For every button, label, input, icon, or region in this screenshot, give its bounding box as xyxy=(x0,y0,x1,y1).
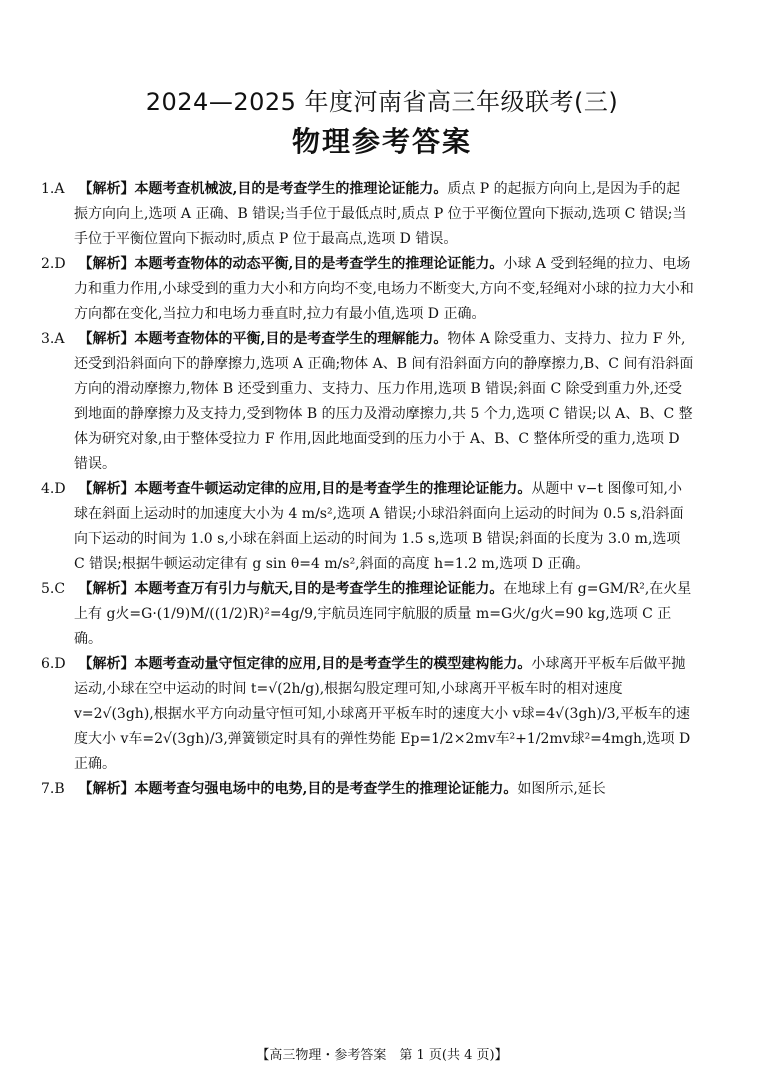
answer-lead: 本题考查牛顿运动定律的应用,目的是考查学生的推理论证能力。 xyxy=(134,481,532,497)
document-title: 2024—2025 年度河南省高三年级联考(三) xyxy=(145,88,619,116)
answer-number: 4.D xyxy=(41,481,66,497)
answer-body: 如图所示,延长 xyxy=(517,781,606,797)
answer-lead: 本题考查万有引力与航天,目的是考查学生的推理论证能力。 xyxy=(134,581,504,597)
answer-number: 7.B xyxy=(41,781,65,797)
answer-item xyxy=(41,177,694,252)
answer-item xyxy=(41,577,694,652)
answer-lead: 本题考查物体的动态平衡,目的是考查学生的推理论证能力。 xyxy=(134,256,504,272)
answer-number: 1.A xyxy=(41,181,65,197)
answer-item xyxy=(41,327,694,477)
analysis-tag: 【解析】 xyxy=(78,331,135,347)
answer-item xyxy=(41,252,694,327)
document-subtitle: 物理参考答案 xyxy=(291,125,472,158)
analysis-tag: 【解析】 xyxy=(78,656,135,672)
answer-number: 3.A xyxy=(41,331,65,347)
answer-lead: 本题考查动量守恒定律的应用,目的是考查学生的模型建构能力。 xyxy=(134,656,532,672)
answer-item xyxy=(41,477,694,577)
answer-body: 物体 A 除受重力、支持力、拉力 F 外,还受到沿斜面向下的静摩擦力,选项 A 正确;物体 A、B 间有沿斜面方向的静摩擦力,B、C 间有沿斜面方向的滑动摩擦力,物体 B 还受到重力、支持力、压力作用,选项 B 错误;斜面 C 除受到重力外,还受到地面的静摩擦力及支持力,受到物体 B 的压力及滑动摩擦力,共 5 个力,选项 C 错误;以 A、B、C 整体为研究对象,由于整体受拉力 F 作用,因此地面受到的压力小于 A、B、C 整体所受的重力,选项 D 错误。 xyxy=(74,331,694,472)
analysis-tag: 【解析】 xyxy=(78,581,135,597)
answer-item xyxy=(41,652,694,777)
answer-item xyxy=(41,777,694,802)
answer-body: 小球 A 受到轻绳的拉力、电场力和重力作用,小球受到的重力大小和方向均不变,电场力不断变大,方向不变,轻绳对小球的拉力大小和方向都在变化,当拉力和电场力垂直时,拉力有最小值,选项 D 正确。 xyxy=(74,256,694,322)
analysis-tag: 【解析】 xyxy=(78,481,135,497)
answer-number: 2.D xyxy=(41,256,66,272)
analysis-tag: 【解析】 xyxy=(78,181,135,197)
analysis-tag: 【解析】 xyxy=(78,256,135,272)
answer-lead: 本题考查机械波,目的是考查学生的推理论证能力。 xyxy=(134,181,448,197)
analysis-tag: 【解析】 xyxy=(78,781,135,797)
answer-body: 在地球上有 g=GM/R²,在火星上有 g火=G·(1/9)M/((1/2)R)²=4g/9,宇航员连同宇航服的质量 m=G火/g火=90 kg,选项 C 正确。 xyxy=(74,581,692,647)
answer-number: 6.D xyxy=(41,656,66,672)
answer-body: 质点 P 的起振方向向上,是因为手的起振方向向上,选项 A 正确、B 错误;当手位于最低点时,质点 P 位于平衡位置向下振动,选项 C 错误;当手位于平衡位置向下振动时,质点 P 位于最高点,选项 D 错误。 xyxy=(74,181,687,247)
answer-lead: 本题考查物体的平衡,目的是考查学生的理解能力。 xyxy=(134,331,448,347)
answer-list xyxy=(41,177,694,802)
page-footer: 【高三物理・参考答案 第 1 页(共 4 页)】 xyxy=(256,1048,508,1063)
answer-lead: 本题考查匀强电场中的电势,目的是考查学生的推理论证能力。 xyxy=(134,781,518,797)
answer-body: 从题中 v−t 图像可知,小球在斜面上运动时的加速度大小为 4 m/s²,选项 A 错误;小球沿斜面向上运动的时间为 0.5 s,沿斜面向下运动的时间为 1.0 s,小球在斜面上运动的时间为 1.5 s,选项 B 错误;斜面的长度为 3.0 m,选项 C 错误;根据牛顿运动定律有 g sin θ=4 m/s²,斜面的高度 h=1.2 m,选项 D 正确。 xyxy=(74,481,684,572)
answer-number: 5.C xyxy=(41,581,66,597)
answer-body: 小球离开平板车后做平抛运动,小球在空中运动的时间 t=√(2h/g),根据勾股定理可知,小球离开平板车时的相对速度 v=2√(3gh),根据水平方向动量守恒可知,小球离开平板车时的速度大小 v球=4√(3gh)/3,平板车的速度大小 v车=2√(3gh)/3,弹簧锁定时具有的弹性势能 Ep=1/2×2mv车²+1/2mv球²=4mgh,选项 D 正确。 xyxy=(74,656,691,772)
